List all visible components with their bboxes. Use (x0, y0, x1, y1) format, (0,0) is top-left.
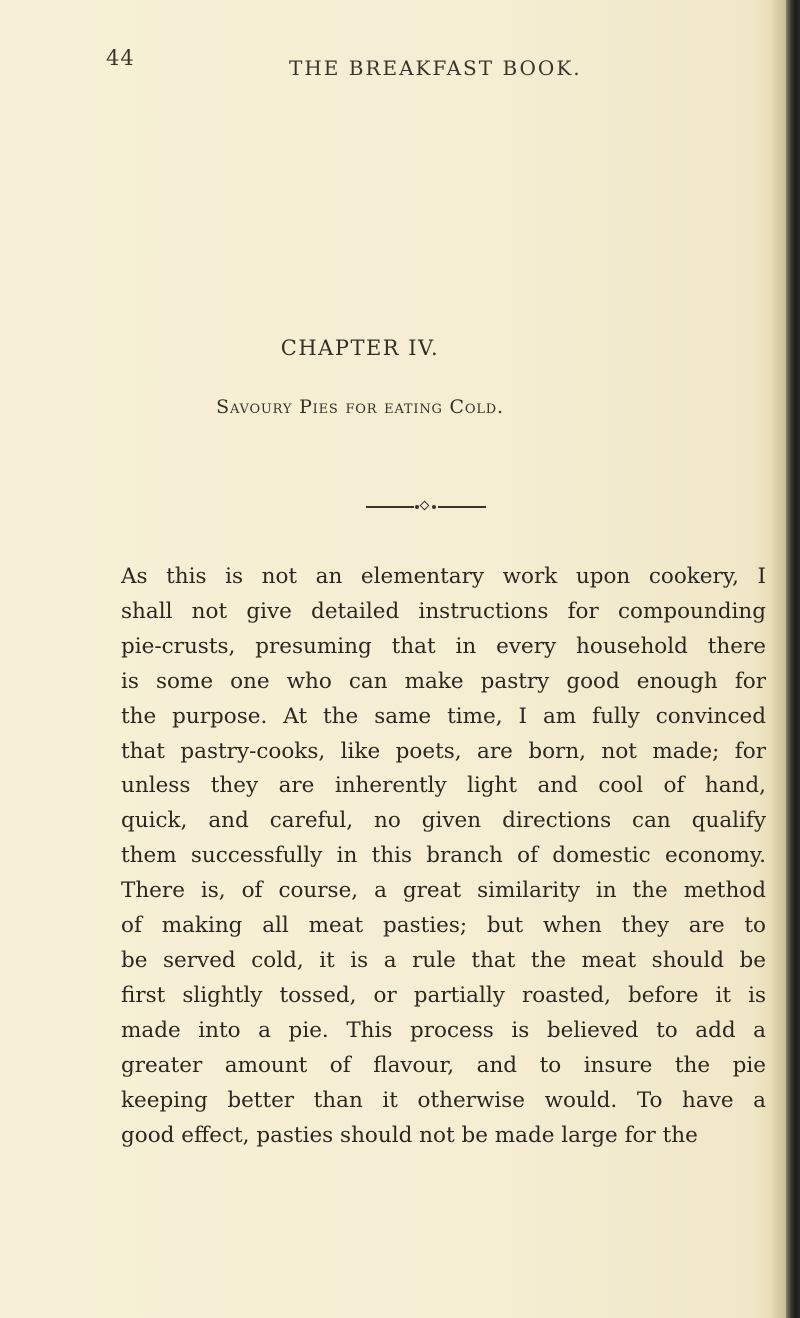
page-edge-shadow (770, 0, 786, 1318)
chapter-title: CHAPTER IV. (280, 336, 440, 360)
body-line: of making all meat pasties; but when they are to (121, 913, 766, 939)
body-line: quick, and careful, no given directions can qualify (121, 808, 766, 834)
binding-edge (786, 0, 800, 1318)
body-line: pie-crusts, presuming that in every household there (121, 633, 766, 659)
body-line: them successfully in this branch of domestic economy. (121, 843, 766, 869)
divider-dot (415, 505, 419, 509)
chapter-subtitle: Savoury Pies for eating Cold. (216, 396, 504, 418)
divider-diamond-icon (420, 501, 430, 511)
divider-line-right (438, 506, 486, 508)
page-number: 44 (106, 46, 135, 70)
body-line: unless they are inherently light and cool of hand, (121, 773, 766, 799)
body-line: There is, of course, a great similarity in the method (121, 878, 766, 904)
body-line: shall not give detailed instructions for compounding (121, 598, 766, 624)
section-divider-ornament (366, 502, 486, 512)
divider-line-left (366, 506, 414, 508)
body-line: As this is not an elementary work upon cookery, I (121, 564, 766, 589)
running-head: THE BREAKFAST BOOK. (289, 56, 582, 80)
body-line: is some one who can make pastry good enough for (121, 668, 766, 694)
body-line: greater amount of flavour, and to insure the pie (121, 1052, 766, 1078)
body-line: be served cold, it is a rule that the meat should be (121, 947, 766, 973)
body-line: first slightly tossed, or partially roasted, before it is (121, 982, 766, 1008)
body-line: that pastry-cooks, like poets, are born, not made; for (121, 738, 766, 764)
body-line: keeping better than it otherwise would. To have a (121, 1087, 766, 1113)
body-line: good effect, pasties should not be made large for the (121, 1122, 698, 1148)
body-line: made into a pie. This process is believed to add a (121, 1017, 766, 1043)
body-paragraph (121, 560, 766, 1153)
body-line: the purpose. At the same time, I am fully convinced (121, 703, 766, 729)
divider-dot (432, 505, 436, 509)
